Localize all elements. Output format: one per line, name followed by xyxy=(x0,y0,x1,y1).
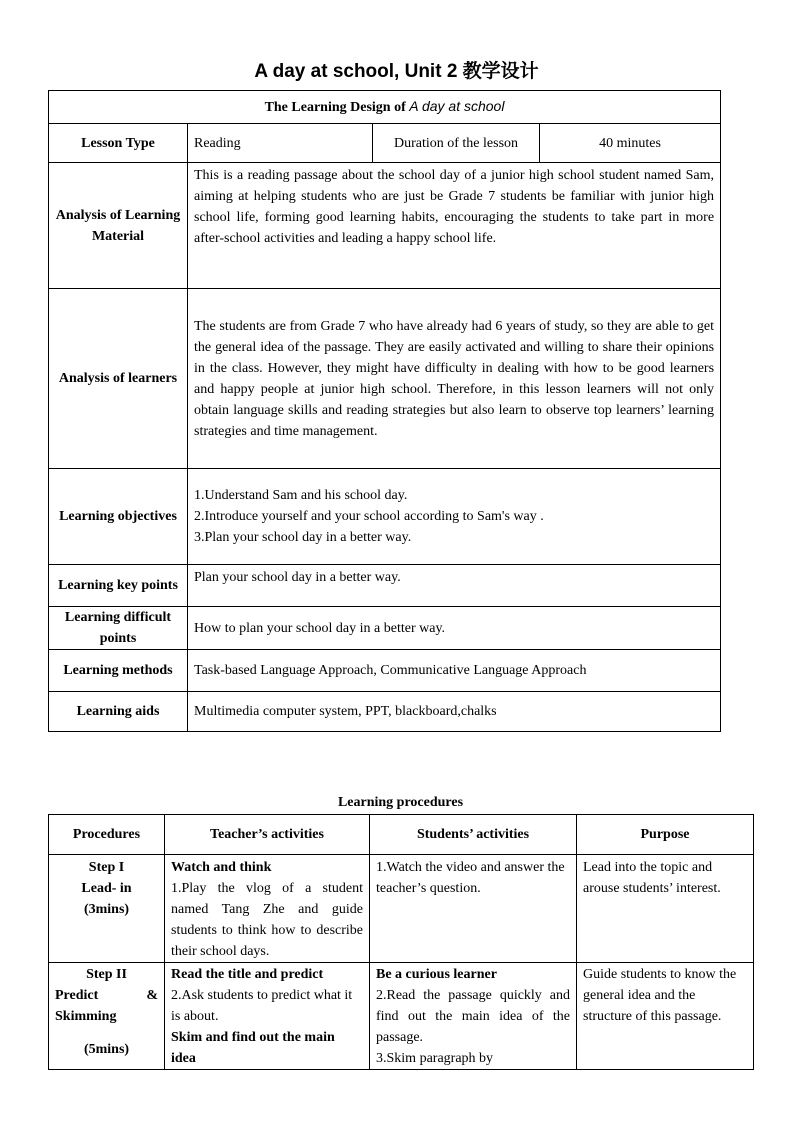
design-table-header xyxy=(49,91,721,124)
aids-label: Learning aids xyxy=(49,692,188,732)
material-text: This is a reading passage about the school day of a junior high school student named Sam, aiming at helping students who are just be Grade 7 students be familiar with junior high school life, forming good learning habits, encouraging the students to take part in more after-school activities and leading a happy school life. xyxy=(188,163,721,289)
step2-sub-right: & xyxy=(146,988,158,1003)
design-header-prefix: The Learning Design of xyxy=(264,100,406,115)
material-label: Analysis of Learning Material xyxy=(49,163,188,289)
methods-text: Task-based Language Approach, Communicative Language Approach xyxy=(188,650,721,692)
step2-students-text2: 3.Skim paragraph by xyxy=(376,1051,494,1066)
step1-teacher-cell xyxy=(165,855,370,963)
learners-label: Analysis of learners xyxy=(49,289,188,469)
step1-name: Step I xyxy=(88,860,125,875)
lesson-type-value: Reading xyxy=(188,124,373,163)
document-title: A day at school, Unit 2 教学设计 xyxy=(254,61,539,82)
step2-sub-left: Predict xyxy=(55,988,99,1003)
duration-value: 40 minutes xyxy=(540,124,721,163)
objectives-cell xyxy=(188,469,721,565)
step1-students-text: 1.Watch the video and answer the teacher’s question. xyxy=(370,855,577,963)
methods-label: Learning methods xyxy=(49,650,188,692)
step1-cell xyxy=(49,855,165,963)
objective-item: 1.Understand Sam and his school day. xyxy=(194,488,408,503)
design-header-italic: A day at school xyxy=(409,98,505,114)
step2-teacher-heading1: Read the title and predict xyxy=(171,967,324,982)
step1-sub: Lead- in xyxy=(81,881,132,896)
objective-item: 2.Introduce yourself and your school according to Sam's way . xyxy=(194,509,544,524)
step1-teacher-heading: Watch and think xyxy=(171,860,272,875)
step2-teacher-cell xyxy=(165,963,370,1070)
lesson-type-label: Lesson Type xyxy=(49,124,188,163)
procedures-title: Learning procedures xyxy=(337,795,464,810)
objectives-label: Learning objectives xyxy=(49,469,188,565)
difficult-points-label: Learning difficult points xyxy=(49,607,188,650)
header-procedures: Procedures xyxy=(49,815,165,855)
step2-students-cell xyxy=(370,963,577,1070)
step2-students-text1: 2.Read the passage quickly and find out the main idea of the passage. xyxy=(376,988,570,1045)
step2-teacher-heading2: Skim and find out the main idea xyxy=(171,1030,335,1066)
duration-label: Duration of the lesson xyxy=(373,124,540,163)
step2-name: Step II xyxy=(86,967,127,982)
step1-time: (3mins) xyxy=(83,902,130,917)
key-points-text: Plan your school day in a better way. xyxy=(188,565,721,607)
objective-item: 3.Plan your school day in a better way. xyxy=(194,530,412,545)
step2-purpose: Guide students to know the general idea and the structure of this passage. xyxy=(577,963,754,1070)
aids-text: Multimedia computer system, PPT, blackboard,chalks xyxy=(188,692,721,732)
header-teacher-activities: Teacher’s activities xyxy=(165,815,370,855)
step2-students-heading: Be a curious learner xyxy=(376,967,497,982)
header-students-activities: Students’ activities xyxy=(370,815,577,855)
step2-sub2: Skimming xyxy=(55,1009,117,1024)
procedures-table xyxy=(48,814,754,1070)
header-purpose: Purpose xyxy=(577,815,754,855)
step2-time: (5mins) xyxy=(83,1042,130,1057)
difficult-points-text: How to plan your school day in a better way. xyxy=(188,607,721,650)
step1-purpose: Lead into the topic and arouse students’ interest. xyxy=(577,855,754,963)
key-points-label: Learning key points xyxy=(49,565,188,607)
step2-cell xyxy=(49,963,165,1070)
step1-teacher-text: 1.Play the vlog of a student named Tang Zhe and guide students to think how to describe their school days. xyxy=(171,881,363,959)
step2-teacher-text1: 2.Ask students to predict what it is about. xyxy=(171,988,353,1024)
learners-text: The students are from Grade 7 who have already had 6 years of study, so they are able to get the general idea of the passage. They are easily activated and willing to share their opinions in the class. However, they might have difficulty in dealing with how to be good learners and happy people at junior high school. Therefore, in this lesson learners will not only obtain language skills and reading strategies but also learn to observe top learners’ learning strategies and time management. xyxy=(188,289,721,469)
learning-design-table xyxy=(48,90,721,732)
